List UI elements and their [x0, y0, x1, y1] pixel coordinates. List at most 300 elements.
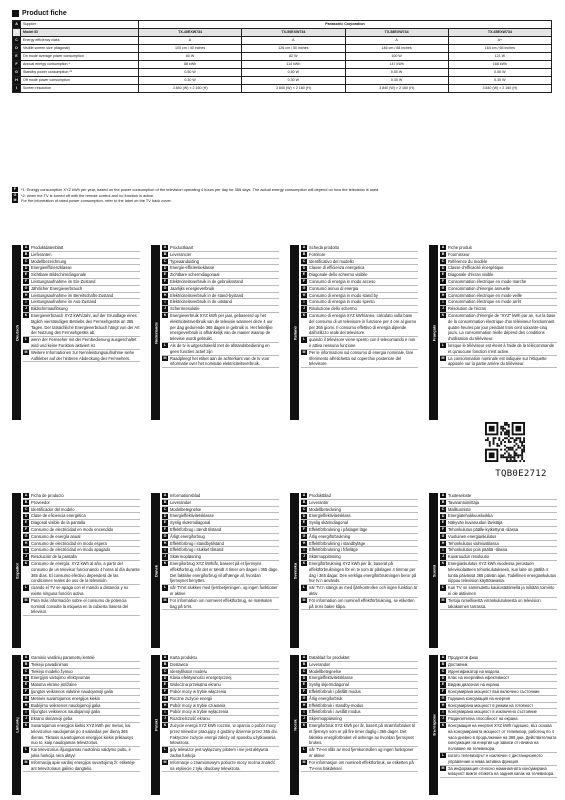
row-letter: E — [441, 520, 445, 525]
language-row — [162, 561, 279, 585]
language-row — [301, 554, 418, 561]
row-text: Consumo di energia in modo acceso — [309, 278, 376, 284]
row-letter: J — [164, 554, 166, 559]
language-row — [23, 682, 140, 689]
language-row — [162, 507, 279, 514]
row-text: Zichtbare schermdiagonaal — [170, 272, 220, 278]
language-row — [23, 513, 140, 520]
row-letter: I — [301, 548, 307, 553]
row-letter: B — [441, 500, 445, 505]
row-text: Видим диагонал на екрана — [448, 682, 500, 688]
row-text: Energiförbrukning XYZ kWh per år, baserat på effektförbrukningen för en tv som är påslagen 4 timmar per dag i 365 dagar. Den verkliga energiförbrukningen beror på hur tv:n används. — [309, 560, 417, 584]
row-letter: A — [302, 493, 306, 498]
row-text: när TV:n stängs av med fjärrkontrollen och ingen funktion är aktiv — [309, 585, 418, 596]
row-text: cuando el TV se apaga con el mando a distancia y no existe ninguna función activa — [31, 585, 129, 596]
row-letter: K — [441, 723, 445, 728]
note-letter: M — [13, 198, 17, 203]
row-letter: C — [302, 258, 306, 263]
note-text: *1: Energy consumption XYZ kWh per year, based on the power consumption of the television operating 4 hours per day for 365 days. The actual energy consumption will depend on how the television is used. — [21, 187, 380, 192]
row-text: Als de tv is uitgeschakeld met de afstandsbediening en geen functies actief zijn — [170, 342, 270, 354]
language-row — [301, 279, 418, 286]
row-text: Identificador del modelo — [31, 506, 75, 512]
language-row — [162, 356, 279, 369]
row-value: 0.50 W — [139, 69, 242, 77]
row-letter: D — [302, 265, 306, 270]
row-value: 60 W — [139, 53, 242, 61]
language-row — [23, 675, 140, 682]
language-row — [301, 534, 418, 541]
row-text: Bildschirmauflösung — [31, 306, 68, 312]
row-text: Įjungtos veiksenos vidutinė naudojamoji galia — [31, 688, 113, 694]
row-letter: L — [441, 753, 445, 758]
row-value: 121 W — [448, 53, 551, 61]
language-block — [429, 655, 557, 795]
row-text: Elektriciteitsverbruik in de stand-bystand — [170, 292, 244, 298]
language-row — [301, 527, 418, 534]
row-letter: D — [163, 265, 167, 270]
language-row — [440, 265, 557, 272]
language-row — [162, 554, 279, 561]
row-letter: E — [302, 272, 306, 277]
language-row — [23, 662, 140, 669]
language-row — [23, 500, 140, 507]
row-letter: K — [24, 723, 28, 728]
language-row — [301, 716, 418, 723]
row-text: Gaminio vardinių parametrų lentelė — [31, 655, 95, 660]
row-text: Leverantör — [309, 499, 329, 505]
row-label: Energy efficiency class — [21, 37, 139, 45]
row-letter: C — [163, 506, 167, 511]
language-row — [162, 259, 279, 266]
row-text: når TV-en slås av med fjernkontrollen og ingen funksjoner er aktive — [309, 747, 414, 758]
row-value: 114 kWh — [242, 61, 345, 69]
row-letter: K — [441, 313, 445, 318]
language-row — [440, 343, 557, 356]
row-value: A — [345, 37, 448, 45]
row-letter: I — [440, 710, 446, 715]
row-letter: M — [441, 598, 445, 603]
row-letter: E — [13, 53, 21, 61]
language-row — [162, 723, 279, 747]
row-text: Raadpleegt het etiket aan de achterkant van de tv voor informatie over het nominale elektriciteitsverbruik. — [170, 355, 270, 367]
row-text: Datablad for produktet — [309, 655, 350, 660]
row-letter: H — [163, 292, 167, 297]
row-text: Pobór mocy w trybie wyłączenia — [170, 709, 229, 715]
row-letter: L — [24, 585, 28, 590]
row-letter: M — [302, 760, 306, 765]
row-text: Consumo de electricidad en modo encendido — [31, 526, 114, 532]
row-text: lorsque le téléviseur est éteint à l'aide de la télécommande et qu'aucune fonction n'est active. — [448, 342, 555, 354]
row-text: Per le informazioni sul consumo di energia nominale, fare riferimento all'etichetta sul coperchio posteriore del televisore. — [309, 349, 414, 367]
language-tab — [429, 245, 438, 420]
language-row — [440, 689, 557, 696]
row-letter: E — [163, 682, 167, 687]
language-tab — [12, 245, 21, 420]
language-row — [23, 598, 140, 616]
row-letter: H — [302, 292, 306, 297]
language-row — [162, 343, 279, 356]
row-text: Effektforbruk i påslått modus — [309, 688, 361, 694]
language-tab — [12, 493, 21, 648]
row-text: Diagonal visible de la pantalla — [31, 520, 86, 526]
row-letter: E — [302, 682, 306, 687]
row-value: 147 kWh — [345, 61, 448, 69]
row-letter: L — [441, 585, 445, 590]
language-row — [162, 293, 279, 300]
language-tab — [151, 493, 160, 648]
row-letter: J — [25, 716, 27, 721]
row-label: On mode average power consumption — [21, 53, 139, 61]
row-letter: D — [163, 513, 167, 518]
row-text: Schermresolutie — [170, 306, 200, 312]
language-name: Deutsch — [14, 324, 19, 341]
row-letter: J — [303, 306, 305, 311]
row-text: Продуктов фиш — [448, 655, 479, 660]
row-text: Scheda prodotto — [309, 245, 340, 250]
row-text: Consumo de energía anual — [31, 533, 81, 539]
row-letter: F — [302, 527, 306, 532]
row-letter: C — [24, 668, 28, 673]
row-text: Consumo de energía: XYZ kWh al año, a partir del consumo de un televisor funcionando 4 horas al día durante 365 días. El consumo efectivo dependerá de las condiciones reales de uso de la televisión. — [31, 560, 140, 584]
row-text: For informasjon om nominelt effektforbruk, se etiketten på TV-ens bakdeksel. — [309, 759, 414, 771]
language-row — [301, 675, 418, 682]
language-row — [162, 747, 279, 760]
row-value: 0.30 W — [242, 77, 345, 85]
row-letter: K — [163, 723, 167, 728]
row-letter: G — [24, 696, 28, 701]
row-letter: D — [163, 675, 167, 680]
language-rows — [440, 655, 557, 778]
row-letter: H — [24, 292, 28, 297]
row-text: Fournisseur — [448, 251, 470, 257]
fiche-row — [13, 37, 552, 45]
row-text: La consommation nominale est indiquée sur l'étiquette apposée sur la partie arrière du téléviseur. — [448, 355, 547, 367]
row-text: Effektförbrukning i frånläge — [309, 547, 358, 553]
row-letter: F — [13, 61, 21, 69]
row-letter: A — [13, 21, 21, 29]
language-row — [301, 259, 418, 266]
language-row — [440, 696, 557, 703]
row-letter: J — [442, 716, 444, 721]
language-name: Български — [431, 714, 436, 736]
row-text: Productkaart — [170, 245, 194, 250]
language-row — [162, 527, 279, 534]
fiche-row — [13, 53, 552, 61]
row-letter: J — [164, 716, 166, 721]
row-letter: I — [440, 548, 446, 553]
row-text: Lieferanten — [31, 251, 52, 257]
row-letter: D — [302, 675, 306, 680]
language-row — [440, 561, 557, 585]
language-row — [162, 513, 279, 520]
row-letter: G — [24, 286, 28, 291]
row-letter: M — [163, 598, 167, 603]
row-text: Kuvaruudun resoluutio — [448, 554, 489, 560]
row-text: Energieeffizienzklasse — [31, 265, 72, 271]
row-letter: C — [441, 668, 445, 673]
row-letter: C — [13, 37, 21, 45]
row-text: Effektförbrukning i påslaget läge — [309, 526, 368, 532]
row-letter: G — [441, 286, 445, 291]
row-value: 126 cm / 50 inches — [242, 45, 345, 53]
row-letter: J — [164, 306, 166, 311]
language-row — [23, 259, 140, 266]
row-letter: L — [302, 747, 306, 752]
row-text: Consommation d'énergie annuelle — [448, 285, 510, 291]
row-text: Diagonale d'écran visible — [448, 272, 494, 278]
row-text: Modellbezeichnung — [31, 258, 67, 264]
language-rows — [440, 493, 557, 610]
row-text: Skjermoppløsning — [309, 716, 342, 722]
row-letter: G — [302, 534, 306, 539]
row-text: Mallitunniste — [448, 506, 471, 512]
language-row — [23, 716, 140, 723]
language-row — [23, 350, 140, 363]
language-row — [301, 306, 418, 313]
row-text: Informacje o znamionowym poborze mocy można znaleźć na etykiecie z tyłu obudowy telewizora. — [170, 759, 276, 771]
row-text: Identyfikator modelu — [170, 668, 207, 674]
language-row — [440, 534, 557, 541]
language-row — [440, 293, 557, 300]
language-row — [301, 350, 418, 368]
language-row — [162, 500, 279, 507]
language-row — [23, 507, 140, 514]
language-name: Dansk — [153, 564, 158, 577]
language-row — [301, 513, 418, 520]
language-row — [23, 554, 140, 561]
language-name: Español — [14, 562, 19, 579]
language-row — [23, 561, 140, 585]
title-square-icon — [12, 10, 19, 17]
row-text: Effektforbruk i standby-modus — [309, 702, 364, 708]
row-value: 100 W — [345, 53, 448, 61]
row-letter: B — [24, 500, 28, 505]
row-text: Консумирана мощност във включено състояние — [448, 688, 540, 694]
row-letter: G — [24, 534, 28, 539]
row-text: Pobór mocy w trybie czuwania — [170, 702, 226, 708]
row-letter: E — [441, 272, 445, 277]
row-letter: B — [302, 500, 306, 505]
language-rows — [440, 245, 557, 368]
row-text: Vuotuinen energiankulutus — [448, 533, 497, 539]
row-letter: F — [441, 527, 445, 532]
row-text: gdy telewizor jest wyłączony pilotem i nie jest aktywna żadna funkcja — [170, 747, 269, 758]
row-text: Weitere Informationen zur Nennleistungsaufnahme siehe Aufkleber auf der hinteren Abdeckung des Fernsehers. — [31, 349, 135, 361]
row-letter: D — [441, 675, 445, 680]
qr-code-icon — [485, 422, 525, 462]
language-row — [301, 662, 418, 669]
row-letter: F — [441, 689, 445, 694]
row-text: Jaarlijks energieverbruik — [170, 285, 215, 291]
row-letter: E — [24, 520, 28, 525]
language-row — [440, 675, 557, 682]
row-text: Разделителна способност на екрана — [448, 716, 518, 722]
row-letter: F — [24, 279, 28, 284]
language-block — [12, 655, 140, 795]
row-letter: L — [302, 585, 306, 590]
row-letter: M — [441, 355, 445, 360]
row-letter: C — [441, 258, 445, 263]
row-letter: K — [24, 561, 28, 566]
row-text: Proveedor — [31, 499, 50, 505]
row-letter: L — [24, 747, 28, 752]
row-text: Skærmopløsning — [170, 554, 201, 560]
language-row — [162, 662, 279, 669]
row-letter: F — [441, 279, 445, 284]
row-letter: L — [441, 343, 445, 348]
row-letter: B — [163, 500, 167, 505]
language-row — [162, 286, 279, 293]
language-name: Polski — [153, 719, 158, 731]
language-row — [440, 356, 557, 369]
row-text: Modelbetegnelse — [170, 506, 202, 512]
row-letter: E — [24, 272, 28, 277]
fiche-row — [13, 77, 552, 85]
language-row — [440, 585, 557, 598]
row-label: Model ID — [21, 29, 139, 37]
row-letter: J — [303, 716, 305, 721]
language-row — [301, 245, 418, 252]
row-text: Доставчик — [448, 661, 468, 667]
row-text: Widoczna przekątna ekranu — [170, 682, 221, 688]
language-row — [23, 689, 140, 696]
row-text: Klasa efektywności energetycznej — [170, 675, 232, 681]
language-rows — [23, 245, 140, 362]
supplier-value: Panasonic Corporation — [139, 21, 552, 29]
language-row — [162, 696, 279, 703]
row-letter: M — [302, 350, 306, 355]
language-block — [290, 245, 418, 420]
row-letter: M — [163, 355, 167, 360]
row-letter: G — [163, 286, 167, 291]
language-name: Svenska — [292, 562, 297, 579]
row-letter: D — [441, 513, 445, 518]
language-row — [162, 245, 279, 252]
language-row — [440, 259, 557, 266]
language-tab — [429, 655, 438, 795]
row-value: TX-50EXW734 — [242, 29, 345, 37]
language-rows — [301, 245, 418, 368]
row-value: 0.30 W — [345, 77, 448, 85]
row-letter: D — [24, 265, 28, 270]
fiche-row — [13, 85, 552, 93]
language-row — [162, 520, 279, 527]
row-value: TX-65EXW734 — [448, 29, 551, 37]
document-code: TQB0E2712 — [495, 469, 547, 479]
row-letter: H — [302, 540, 306, 545]
language-row — [23, 696, 140, 703]
language-row — [440, 507, 557, 514]
language-row — [301, 547, 418, 554]
row-letter: M — [24, 598, 28, 603]
language-row — [301, 541, 418, 548]
row-text: Išjungtos veiksenos naudojamoji galia — [31, 709, 100, 715]
row-value: 0.30 W — [139, 77, 242, 85]
row-text: Modellbeteckning — [309, 506, 341, 512]
row-letter: H — [163, 540, 167, 545]
row-text: Informationsblad — [170, 493, 201, 498]
row-text: Ekrano skiriamoji geba — [31, 716, 73, 722]
barcode-block — [485, 422, 557, 479]
language-name: Français — [431, 324, 436, 341]
row-text: Leverandør — [309, 661, 330, 667]
note-text: For the information of rated power consumption, refer to the label on the TV back cover. — [21, 198, 172, 204]
language-row — [162, 493, 279, 500]
row-letter: A — [441, 493, 445, 498]
language-row — [440, 716, 557, 723]
row-text: Classe d'efficacité énergétique — [448, 265, 504, 271]
row-letter: G — [302, 696, 306, 701]
row-value: 3 840 (W) × 2 160 (H) — [139, 85, 242, 93]
language-row — [301, 655, 418, 662]
row-text: Elektriciteitsverbruik in de gebruiksstand — [170, 278, 244, 284]
row-letter: F — [302, 689, 306, 694]
row-text: Årlig energiforbruk — [309, 695, 343, 701]
row-text: Pobór mocy w trybie włączenia — [170, 688, 227, 694]
row-letter: E — [441, 682, 445, 687]
language-row — [23, 709, 140, 716]
row-label: Screen resolution — [21, 85, 139, 93]
row-text: Energiankulutus XYZ kWh vuodessa perustuen televisiolaitteen tehonkulutukseen, kun laite on päällä 4 tuntia päivässä 365 päivän ajan. Todellinen energiankulutus riippuu television käyttötavasta. — [448, 560, 557, 584]
language-row — [23, 279, 140, 286]
language-row — [23, 527, 140, 534]
note-text: *2: when the TV is turned off with the remote control and no function is active. — [21, 192, 155, 198]
row-text: Rozdzielczość ekranu — [170, 716, 210, 722]
supplier-row — [13, 21, 552, 29]
row-text: Matoma ekrano įstrižainė — [31, 682, 77, 688]
language-row — [301, 585, 418, 598]
row-text: Roczne zużycie energii — [170, 695, 213, 701]
language-row — [440, 286, 557, 293]
row-text: wenn der Fernseher mit der Fernbedienung ausgeschaltet wird und keine Funktion aktiviert ist — [31, 337, 137, 348]
row-text: Leverancier — [170, 251, 192, 257]
row-text: За информация относно номиналната консумирана мощност вижте етикета на задния капак на телевизора. — [448, 765, 555, 777]
fiche-table — [12, 20, 552, 93]
language-row — [301, 520, 418, 527]
row-text: Leverandør — [170, 499, 191, 505]
row-letter: E — [163, 272, 167, 277]
language-row — [440, 554, 557, 561]
row-text: når TV'et slukkes med fjernbetjeningen, og ingen funktioner er aktive — [170, 585, 278, 596]
language-block — [151, 655, 279, 795]
language-name: Suomi — [431, 564, 436, 577]
language-row — [162, 313, 279, 343]
row-text: Ficha de producto — [31, 493, 64, 498]
row-value: 0.50 W — [448, 69, 551, 77]
row-text: För information om nominell effektförbrukning, se etiketten på tv:ns bakre kåpa. — [309, 597, 415, 609]
row-letter: K — [163, 313, 167, 318]
row-text: Energie-efficiëntieklasse — [170, 265, 215, 271]
row-letter: D — [24, 513, 28, 518]
language-row — [23, 272, 140, 279]
row-text: Identificativo del modello — [309, 258, 354, 264]
row-letter: J — [442, 554, 444, 559]
language-row — [440, 547, 557, 554]
language-name: Nederlands — [153, 321, 158, 344]
language-name: Lietuvių — [14, 717, 19, 733]
row-value: 82 W — [242, 53, 345, 61]
row-text: Consommation d'énergie de "XYZ" kWh par an, sur la base de la consommation électrique d'un téléviseur fonctionnant quatre heures par jour pendant trois cent soixante-cinq jours. La consommation réelle dépend des conditions d'utilisation du téléviseur. — [448, 312, 556, 342]
row-text: Clase de eficiencia energética — [31, 513, 86, 519]
row-letter: G — [441, 534, 445, 539]
fiche-row — [13, 69, 552, 77]
language-row — [301, 760, 418, 773]
language-row — [301, 598, 418, 611]
row-label: Visible screen size (diagonal) — [21, 45, 139, 53]
language-row — [162, 272, 279, 279]
row-text: Typeaanduiding — [170, 258, 199, 264]
language-row — [440, 272, 557, 279]
